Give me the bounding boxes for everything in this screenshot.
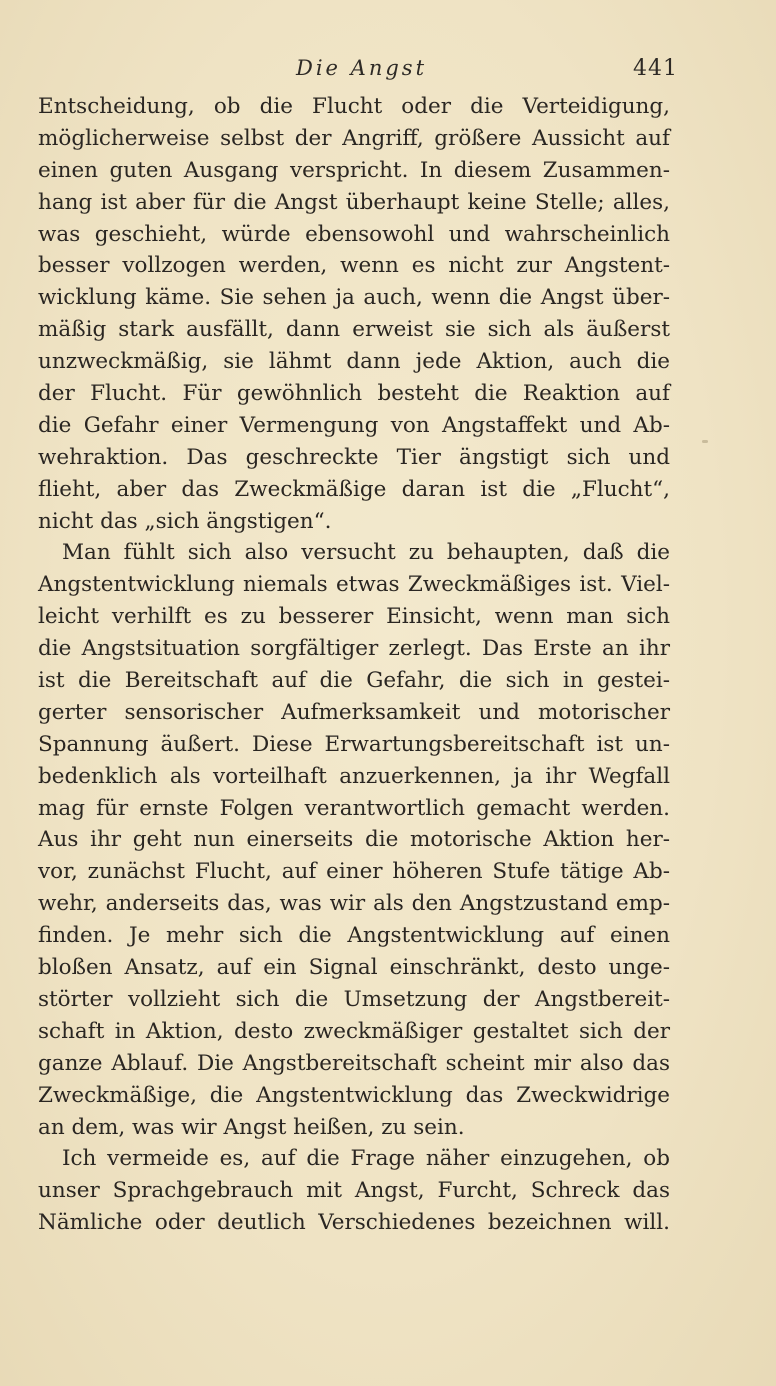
text-line: Ich vermeide es, auf die Frage näher einzugehen, ob [62,1146,670,1172]
text-line: Spannung äußert. Diese Erwartungsbereitschaft ist un- [38,731,670,757]
text-line: Man fühlt sich also versucht zu behaupten, daß die [62,540,670,566]
text-line: ist die Bereitschaft auf die Gefahr, die sich in gestei- [38,668,670,694]
text-line: Aus ihr geht nun einerseits die motorische Aktion her- [38,827,670,853]
text-line: möglicherweise selbst der Angriff, größere Aussicht auf [38,125,670,151]
running-title: Die Angst [296,56,428,80]
text-line: flieht, aber das Zweckmäßige daran ist die „Flucht“, [38,476,670,502]
text-line: wicklung käme. Sie sehen ja auch, wenn die Angst über- [38,285,670,311]
text-line: bedenklich als vorteilhaft anzuerkennen, ja ihr Wegfall [38,763,670,789]
text-line: wehr, anderseits das, was wir als den Angstzustand emp- [38,891,670,917]
text-line: Nämliche oder deutlich Verschiedenes bezeichnen will. [38,1210,670,1236]
text-line: was geschieht, würde ebensowohl und wahrscheinlich [38,221,670,247]
text-line: die Angstsituation sorgfältiger zerlegt. Das Erste an ihr [38,636,670,662]
text-line: unser Sprachgebrauch mit Angst, Furcht, Schreck das [38,1178,670,1204]
text-line: Angstentwicklung niemals etwas Zweckmäßiges ist. Viel- [38,572,670,598]
text-line: hang ist aber für die Angst überhaupt keine Stelle; alles, [38,189,670,215]
page-header [0,56,776,90]
text-line: bloßen Ansatz, auf ein Signal einschränkt, desto unge- [38,955,670,981]
text-line: wehraktion. Das geschreckte Tier ängstigt sich und [38,444,670,470]
paper-speck [702,440,708,443]
text-line: nicht das „sich ängstigen“. [38,508,332,534]
text-line: an dem, was wir Angst heißen, zu sein. [38,1114,465,1140]
text-line: die Gefahr einer Vermengung von Angstaffekt und Ab- [38,412,670,438]
text-line: störter vollzieht sich die Umsetzung der Angstbereit- [38,986,670,1012]
text-line: gerter sensorischer Aufmerksamkeit und motorischer [38,699,670,725]
text-line: Entscheidung, ob die Flucht oder die Verteidigung, [38,94,670,119]
text-line: schaft in Aktion, desto zweckmäßiger gestaltet sich der [38,1018,670,1044]
text-line: der Flucht. Für gewöhnlich besteht die Reaktion auf [38,381,670,407]
text-line: mag für ernste Folgen verantwortlich gemacht werden. [38,795,670,821]
text-line: Zweckmäßige, die Angstentwicklung das Zweckwidrige [38,1082,670,1108]
text-line: mäßig stark ausfällt, dann erweist sie sich als äußerst [38,317,670,343]
page-number: 441 [633,56,678,81]
text-line: einen guten Ausgang verspricht. In diesem Zusammen- [38,157,670,183]
text-line: ganze Ablauf. Die Angstbereitschaft scheint mir also das [38,1050,670,1076]
text-line: vor, zunächst Flucht, auf einer höheren Stufe tätige Ab- [38,859,670,885]
text-line: unzweckmäßig, sie lähmt dann jede Aktion, auch die [38,349,670,375]
text-line: finden. Je mehr sich die Angstentwicklung auf einen [38,923,670,949]
text-line: besser vollzogen werden, wenn es nicht zur Angstent- [38,253,670,279]
text-line: leicht verhilft es zu besserer Einsicht, wenn man sich [38,604,670,630]
body-text [38,91,670,1239]
